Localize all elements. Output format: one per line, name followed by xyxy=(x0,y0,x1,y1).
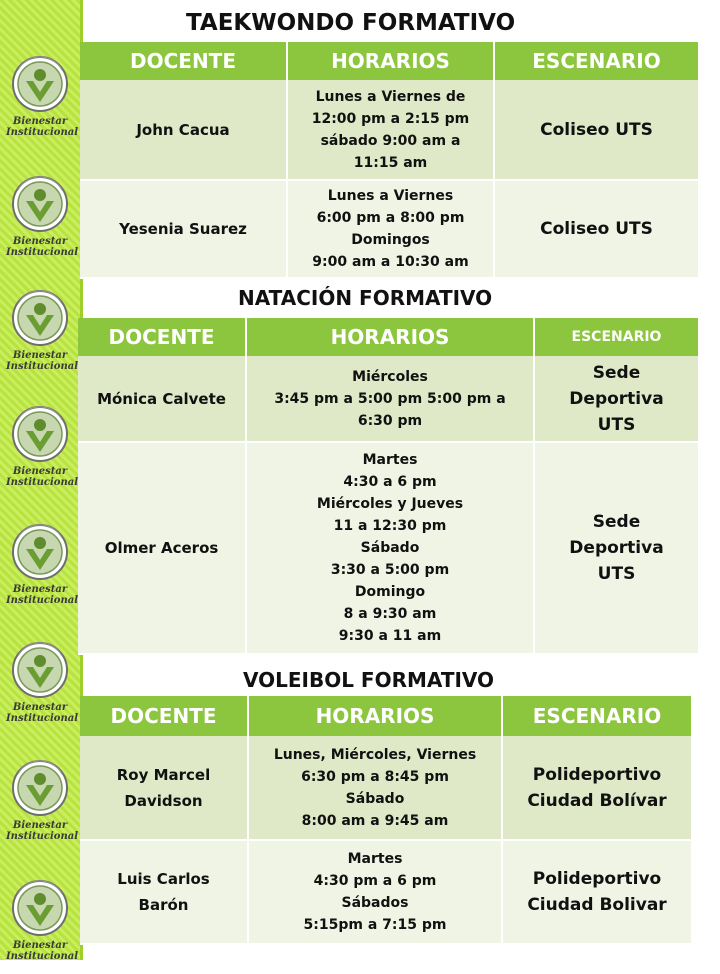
bienestar-logo-text: Bienestar Institucional xyxy=(6,116,78,138)
natacion-table xyxy=(78,318,698,655)
bienestar-emblem-icon xyxy=(6,48,74,116)
header-escenario: ESCENARIO xyxy=(494,42,698,80)
bienestar-logo xyxy=(6,752,78,854)
table-row xyxy=(80,180,698,278)
docente-cell: Mónica Calvete xyxy=(78,356,246,442)
bienestar-logo-text: Bienestar Institucional xyxy=(6,350,78,372)
header-horarios: HORARIOS xyxy=(246,318,534,356)
horarios-cell: Miércoles 3:45 pm a 5:00 pm 5:00 pm a 6:30 pm xyxy=(246,356,534,442)
table-row xyxy=(80,80,698,180)
bienestar-logo-text: Bienestar Institucional xyxy=(6,820,78,842)
voleibol-table xyxy=(80,696,691,945)
bienestar-logo-text: Bienestar Institucional xyxy=(6,466,78,488)
bienestar-logo-text: Bienestar Institucional xyxy=(6,940,78,962)
docente-cell: Yesenia Suarez xyxy=(80,180,287,278)
bienestar-emblem-icon xyxy=(6,872,74,940)
bienestar-logo-text: Bienestar Institucional xyxy=(6,236,78,258)
bienestar-emblem-icon xyxy=(6,634,74,702)
table-row xyxy=(80,736,691,840)
bienestar-emblem-icon xyxy=(6,168,74,236)
escenario-cell: Polideportivo Ciudad Bolívar xyxy=(502,736,691,840)
bienestar-emblem-icon xyxy=(6,282,74,350)
header-horarios: HORARIOS xyxy=(287,42,494,80)
escenario-cell: Coliseo UTS xyxy=(494,80,698,180)
bienestar-logo xyxy=(6,398,78,500)
escenario-cell: Sede Deportiva UTS xyxy=(534,442,698,654)
docente-cell: John Cacua xyxy=(80,80,287,180)
bienestar-emblem-icon xyxy=(6,398,74,466)
section-title-taekwondo: TAEKWONDO FORMATIVO xyxy=(186,10,516,36)
header-escenario: ESCENARIO xyxy=(502,696,691,736)
bienestar-logo xyxy=(6,282,78,384)
bienestar-logo xyxy=(6,48,78,150)
horarios-cell: Lunes a Viernes 6:00 pm a 8:00 pm Domingos 9:00 am a 10:30 am xyxy=(287,180,494,278)
bienestar-logo-text: Bienestar Institucional xyxy=(6,584,78,606)
header-docente: DOCENTE xyxy=(80,696,248,736)
bienestar-logo xyxy=(6,872,78,974)
bienestar-emblem-icon xyxy=(6,752,74,820)
section-title-natacion: NATACIÓN FORMATIVO xyxy=(238,286,493,310)
bienestar-logo xyxy=(6,634,78,736)
header-docente: DOCENTE xyxy=(78,318,246,356)
header-horarios: HORARIOS xyxy=(248,696,502,736)
table-row xyxy=(78,356,698,442)
escenario-cell: Coliseo UTS xyxy=(494,180,698,278)
docente-cell: Roy Marcel Davidson xyxy=(80,736,248,840)
table-row xyxy=(80,840,691,944)
escenario-cell: Sede Deportiva UTS xyxy=(534,356,698,442)
escenario-cell: Polideportivo Ciudad Bolivar xyxy=(502,840,691,944)
docente-cell: Olmer Aceros xyxy=(78,442,246,654)
bienestar-emblem-icon xyxy=(6,516,74,584)
header-docente: DOCENTE xyxy=(80,42,287,80)
bienestar-logo xyxy=(6,168,78,270)
header-escenario: ESCENARIO xyxy=(534,318,698,356)
horarios-cell: Martes 4:30 a 6 pm Miércoles y Jueves 11 a 12:30 pm Sábado 3:30 a 5:00 pm Domingo 8 a 9:30 am 9:30 a 11 am xyxy=(246,442,534,654)
table-row xyxy=(78,442,698,654)
bienestar-logo xyxy=(6,516,78,618)
horarios-cell: Lunes, Miércoles, Viernes 6:30 pm a 8:45 pm Sábado 8:00 am a 9:45 am xyxy=(248,736,502,840)
docente-cell: Luis Carlos Barón xyxy=(80,840,248,944)
horarios-cell: Martes 4:30 pm a 6 pm Sábados 5:15pm a 7:15 pm xyxy=(248,840,502,944)
bienestar-logo-text: Bienestar Institucional xyxy=(6,702,78,724)
horarios-cell: Lunes a Viernes de 12:00 pm a 2:15 pm sábado 9:00 am a 11:15 am xyxy=(287,80,494,180)
section-title-voleibol: VOLEIBOL FORMATIVO xyxy=(243,668,495,692)
taekwondo-table xyxy=(80,42,698,279)
